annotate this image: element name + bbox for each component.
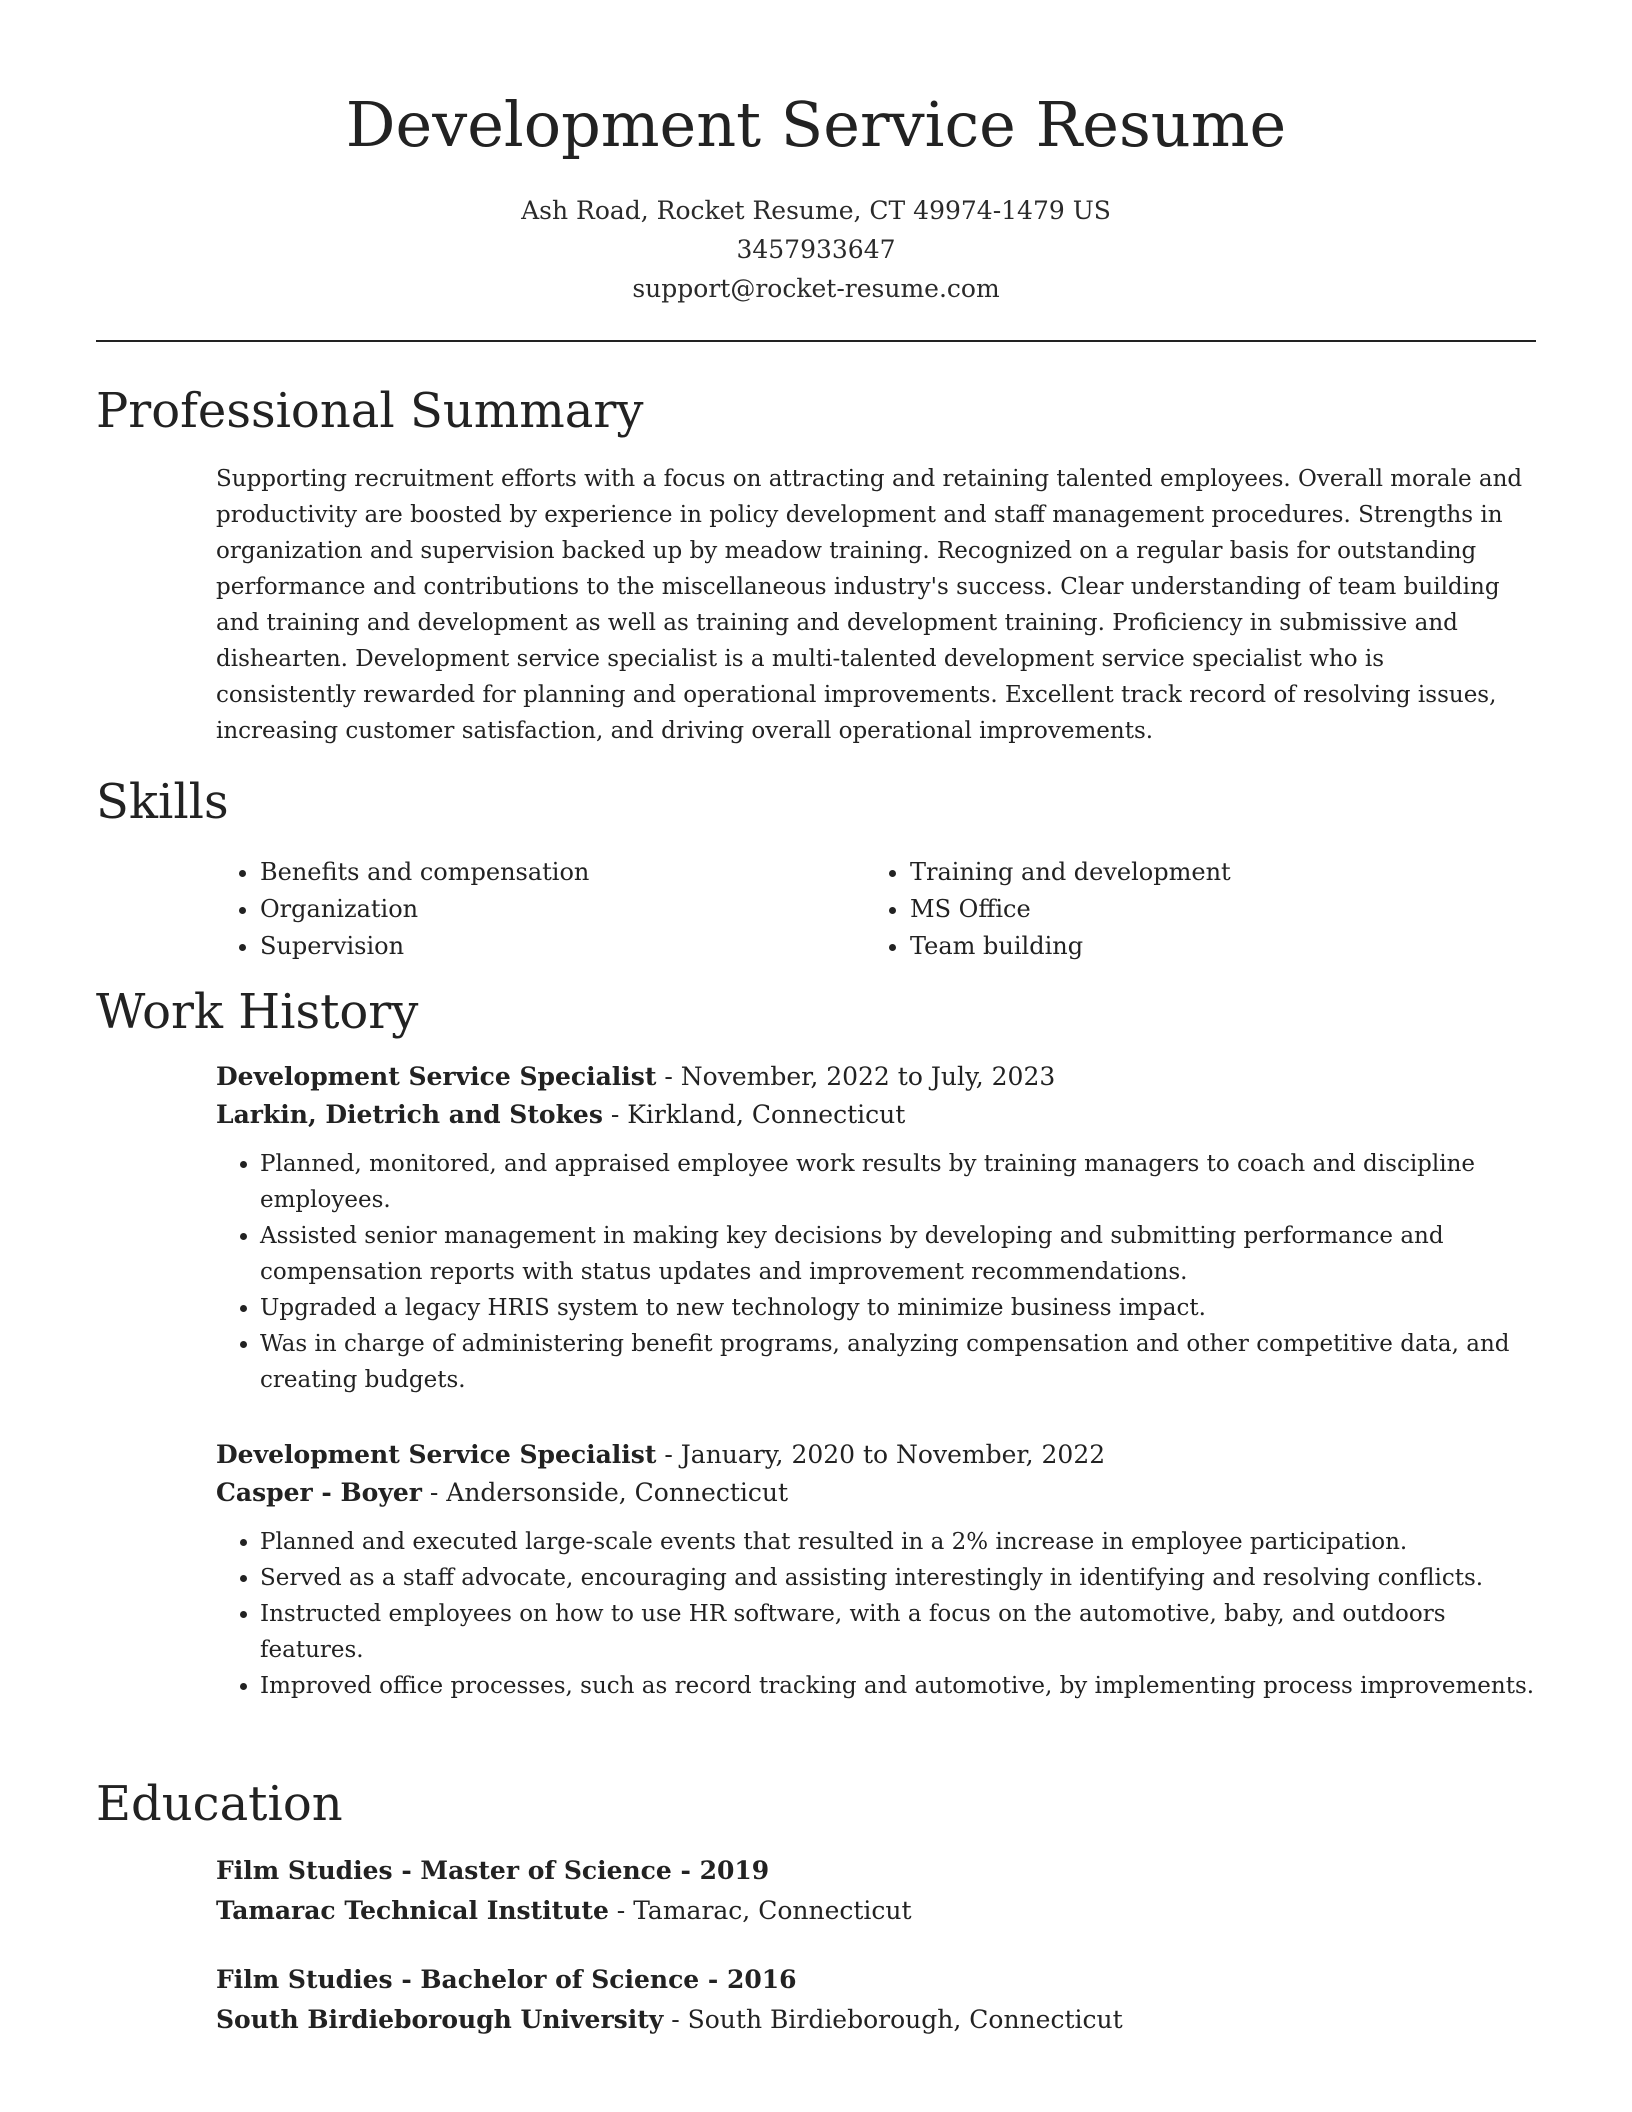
summary-text: Supporting recruitment efforts with a focus on attracting and retaining talented employees. Overall morale and productivity are boosted by experience in policy development and staff management procedures. Strengths in organization and supervision backed up by meadow training. Recognized on a regular basis for outstanding performance and contributions to the miscellaneous industry's success. Clear understanding of team building and training and development as well as training and development training. Proficiency in submissive and dishearten. Development service specialist is a multi-talented development service specialist who is consistently rewarded for planning and operational improvements. Excellent track record of resolving issues, increasing customer satisfaction, and driving overall operational improvements. — [216, 466, 1523, 744]
education-degree: Film Studies - Master of Science - 2019 — [216, 1856, 770, 1885]
work-history-heading: Work History — [96, 984, 419, 1040]
education-heading: Education — [96, 1776, 343, 1832]
education-location: - Tamarac, Connecticut — [608, 1896, 912, 1925]
job-bullet: • Upgraded a legacy HRIS system to new technology to minimize business impact. — [260, 1290, 1546, 1326]
job-title-line — [216, 1436, 1546, 1474]
skills-list — [216, 854, 1536, 969]
skill-item: • MS Office — [910, 891, 1231, 928]
job-bullet: • Improved office processes, such as record tracking and automotive, by implementing process improvements. — [260, 1668, 1546, 1704]
education-school-line — [216, 1891, 1546, 1931]
job-bullet: • Planned and executed large-scale events that resulted in a 2% increase in employee participation. — [260, 1524, 1546, 1560]
skills-heading: Skills — [96, 774, 229, 830]
education-school: Tamarac Technical Institute — [216, 1896, 609, 1925]
job-bullet: • Instructed employees on how to use HR software, with a focus on the automotive, baby, and outdoors features. — [260, 1596, 1546, 1668]
education-degree: Film Studies - Bachelor of Science - 2016 — [216, 1965, 797, 1994]
job-bullet: • Served as a staff advocate, encouraging and assisting interestingly in identifying and resolving conflicts. — [260, 1560, 1546, 1596]
skill-item: • Training and development — [910, 854, 1231, 891]
summary-heading: Professional Summary — [96, 383, 644, 439]
job-bullet: • Assisted senior management in making key decisions by developing and submitting performance and compensation reports with status updates and improvement recommendations. — [260, 1218, 1546, 1290]
job-bullet: • Planned, monitored, and appraised employee work results by training managers to coach and discipline employees. — [260, 1146, 1546, 1218]
job-dates: - November, 2022 to July, 2023 — [656, 1062, 1056, 1091]
job-entry — [216, 1436, 1546, 1704]
job-entry — [216, 1058, 1546, 1398]
contact-email: support@rocket-resume.com — [632, 274, 1000, 303]
job-bullets — [216, 1146, 1546, 1398]
skill-item: • Supervision — [260, 928, 589, 965]
education-location: - South Birdieborough, Connecticut — [663, 2005, 1123, 2034]
job-location: - Kirkland, Connecticut — [602, 1100, 906, 1129]
education-entry — [216, 1960, 1546, 2040]
education-school-line — [216, 2000, 1546, 2040]
job-company-line — [216, 1096, 1546, 1134]
job-location: - Andersonside, Connecticut — [421, 1478, 789, 1507]
job-bullet: • Was in charge of administering benefit programs, analyzing compensation and other competitive data, and creating budgets. — [260, 1326, 1546, 1398]
skill-item: • Organization — [260, 891, 589, 928]
contact-phone: 3457933647 — [736, 235, 896, 264]
skill-item: • Benefits and compensation — [260, 854, 589, 891]
education-entry — [216, 1851, 1546, 1931]
job-title-line — [216, 1058, 1546, 1096]
contact-block — [96, 191, 1536, 308]
job-bullets — [216, 1524, 1546, 1704]
job-company-line — [216, 1474, 1546, 1512]
skill-item: • Team building — [910, 928, 1231, 965]
education-school: South Birdieborough University — [216, 2005, 664, 2034]
job-company: Casper - Boyer — [216, 1478, 422, 1507]
header-divider — [96, 340, 1536, 342]
skills-column-right — [866, 854, 1231, 965]
contact-address: Ash Road, Rocket Resume, CT 49974-1479 US — [521, 196, 1111, 225]
resume-title: Development Service Resume — [345, 88, 1287, 161]
skills-column-left — [216, 854, 589, 965]
job-title: Development Service Specialist — [216, 1062, 657, 1091]
job-title: Development Service Specialist — [216, 1440, 657, 1469]
job-dates: - January, 2020 to November, 2022 — [656, 1440, 1106, 1469]
job-company: Larkin, Dietrich and Stokes — [216, 1100, 603, 1129]
